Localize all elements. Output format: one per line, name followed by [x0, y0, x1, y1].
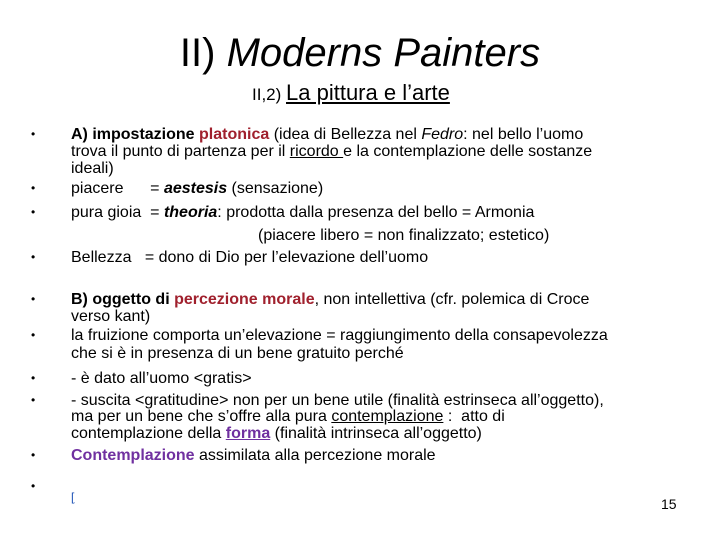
item-b-text: , non intellettiva (cfr. polemica di Croce [314, 291, 590, 308]
list-item-fruizione-line2: che si è in presenza di un bene gratuito perché [71, 345, 404, 362]
slide-title [0, 28, 720, 78]
list-item-bellezza: Bellezza = dono di Dio per l’elevazione dell’uomo [71, 249, 429, 266]
bullet-icon: • [31, 127, 36, 141]
term-contemplazione-bold: Contemplazione [71, 447, 195, 464]
gioia-label: pura gioia = [71, 204, 164, 221]
bullet-icon: • [31, 328, 36, 342]
item-b-lead: B) oggetto di [71, 291, 175, 308]
list-item-suscita-line1: - suscita <gratitudine> non per un bene utile (finalità estrinseca all’oggetto), [71, 392, 604, 409]
item-a-lead: A) impostazione [71, 126, 200, 143]
list-item-a-line3: ideali) [71, 160, 114, 177]
subtitle-topic: La pittura e l’arte [286, 80, 450, 105]
item-a-text: e la contemplazione delle sostanze [343, 143, 593, 160]
piacere-label: piacere = [71, 180, 164, 197]
term-contemplazione: contemplazione [331, 408, 444, 425]
bullet-icon: • [31, 448, 36, 462]
slide-subtitle [252, 80, 450, 106]
list-item-contemplazione [71, 447, 691, 464]
bullet-icon: • [31, 371, 36, 385]
list-item-pura-gioia [71, 204, 691, 221]
term-theoria: theoria [163, 204, 218, 221]
bullet-icon: • [31, 292, 36, 306]
list-item-b-line1 [71, 291, 691, 308]
suscita-text: ma per un bene che s’offre alla pura [71, 408, 332, 425]
suscita-text: (finalità intrinseca all’oggetto) [270, 425, 482, 442]
list-item-a-line2 [71, 143, 691, 160]
list-item-suscita-line2 [71, 408, 691, 425]
title-prefix: II) [179, 31, 227, 75]
suscita-text: : atto di [443, 408, 505, 425]
term-aestesis: aestesis [163, 180, 228, 197]
bullet-icon: • [31, 250, 36, 264]
bullet-icon: • [31, 181, 36, 195]
gioia-text: : prodotta dalla presenza del bello = Armonia [217, 204, 535, 221]
bullet-icon: • [31, 393, 36, 407]
item-a-text: trova il punto di partenza per il [71, 143, 290, 160]
title-emphasis: Moderns Painters [226, 31, 541, 75]
term-percezione-morale: percezione morale [174, 291, 315, 308]
bullet-icon: • [31, 479, 36, 493]
term-platonica: platonica [199, 126, 270, 143]
piacere-text: (sensazione) [227, 180, 324, 197]
list-item-suscita-line3 [71, 425, 691, 442]
item-a-text: (idea di Bellezza nel [269, 126, 422, 143]
term-forma: forma [225, 425, 271, 442]
list-item-pura-gioia-line2: (piacere libero = non finalizzato; estetico) [258, 227, 550, 244]
term-ricordo: ricordo [289, 143, 344, 160]
item-a-text: : nel bello l’uomo [463, 126, 584, 143]
list-item-fruizione-line1: la fruizione comporta un’elevazione = raggiungimento della consapevolezza [71, 327, 608, 344]
list-item-a-line1 [71, 126, 691, 143]
list-item-piacere [71, 180, 691, 197]
list-item-b-line2: verso kant) [71, 308, 151, 325]
page-number: 15 [661, 496, 677, 512]
subtitle-section: II,2) [252, 85, 287, 104]
bullet-icon: • [31, 205, 36, 219]
suscita-text: contemplazione della [71, 425, 226, 442]
hyperlink-fragment[interactable]: [ [71, 490, 75, 504]
list-item-dato: - è dato all’uomo <gratis> [71, 370, 252, 387]
term-fedro: Fedro [421, 126, 464, 143]
contemplazione-text: assimilata alla percezione morale [194, 447, 436, 464]
